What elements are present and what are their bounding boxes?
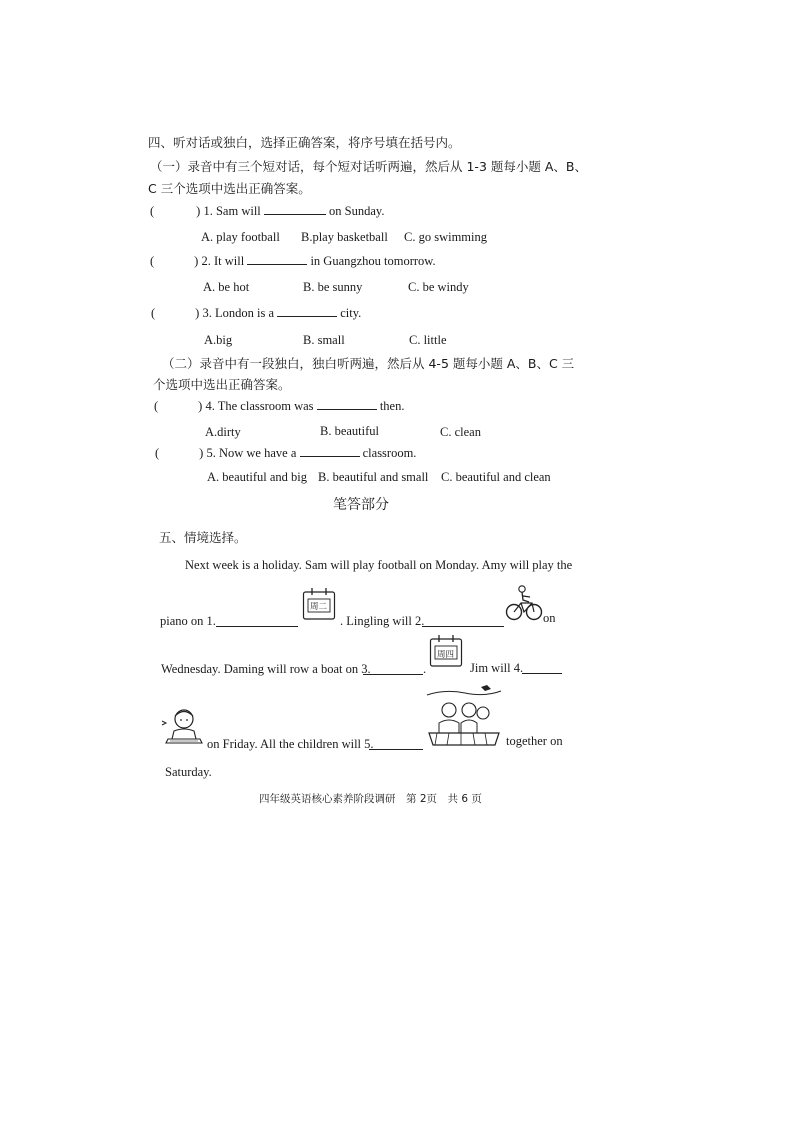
question-text-after: city. [340, 306, 362, 320]
question-text-after: classroom. [362, 446, 417, 460]
option-a: A. be hot [203, 280, 250, 294]
option-a: A. beautiful and big [207, 470, 307, 484]
section4-title: 四、听对话或独白，选择正确答案，将序号填在括号内。 [148, 135, 461, 150]
answer-bracket-close: ) [196, 204, 201, 218]
question-5 [155, 446, 416, 461]
passage-text: together on [506, 734, 563, 748]
option-b: B. small [303, 333, 345, 347]
option-c: C. be windy [408, 280, 469, 294]
answer-bracket-close: ) [198, 399, 203, 413]
answer-bracket-open[interactable]: ( [150, 204, 155, 218]
passage-text: . Lingling will 2. [340, 614, 425, 628]
answer-bracket-close: ) [194, 254, 199, 268]
blank-line[interactable] [317, 409, 377, 410]
written-part-heading: 笔答部分 [333, 497, 389, 513]
answer-bracket-open[interactable]: ( [154, 399, 159, 413]
question-2 [150, 254, 436, 269]
question-text-after: then. [379, 399, 405, 413]
question-text-after: on Sunday. [329, 204, 385, 218]
boy-reading-icon [160, 705, 206, 747]
option-a: A. play football [201, 230, 280, 244]
option-c: C. go swimming [404, 230, 487, 244]
option-c: C. little [409, 333, 447, 347]
section5-title: 五、情境选择。 [159, 530, 247, 545]
picnic-icon [425, 683, 503, 747]
blank-line[interactable] [247, 264, 307, 265]
passage-text: on Friday. All the children will 5. [207, 737, 374, 751]
bicycle-icon [505, 583, 543, 623]
answer-bracket-open[interactable]: ( [155, 446, 160, 460]
answer-bracket-close: ) [199, 446, 204, 460]
question-4 [154, 399, 404, 414]
passage-text: Jim will 4. [470, 661, 524, 675]
calendar-label-tuesday: 周二 [310, 602, 328, 612]
passage-line-1: Next week is a holiday. Sam will play football on Monday. Amy will play the [185, 558, 573, 572]
option-a: A.dirty [205, 425, 241, 439]
option-c: C. beautiful and clean [441, 470, 551, 484]
question-text: 4. The classroom was [205, 399, 314, 413]
blank-1[interactable] [216, 613, 298, 627]
calendar-label-thursday: 周四 [437, 650, 455, 660]
blank-2[interactable] [422, 613, 504, 627]
blank-4[interactable] [522, 660, 562, 674]
part1-instruction-line2: C 三个选项中选出正确答案。 [148, 181, 311, 196]
part2-instruction-line2: 个选项中选出正确答案。 [153, 377, 291, 392]
part2-instruction-line1: （二）录音中有一段独白，独白听两遍，然后从 4-5 题每小题 A、B、C 三 [162, 356, 575, 371]
option-b: B. be sunny [303, 280, 363, 294]
answer-bracket-close: ) [195, 306, 200, 320]
question-text: 3. London is a [202, 306, 274, 320]
option-a: A.big [204, 333, 233, 347]
option-b: B. beautiful [320, 424, 380, 438]
question-text-after: in Guangzhou tomorrow. [310, 254, 436, 268]
passage-text: Saturday. [165, 765, 212, 779]
part1-instruction-line1: （一）录音中有三个短对话，每个短对话听两遍，然后从 1-3 题每小题 A、B、 [150, 159, 587, 174]
passage-text: piano on 1. [160, 614, 216, 628]
blank-line[interactable] [277, 316, 337, 317]
answer-bracket-open[interactable]: ( [150, 254, 155, 268]
question-text: 2. It will [201, 254, 245, 268]
question-1 [150, 204, 384, 219]
passage-text: . [423, 662, 427, 676]
option-b: B. beautiful and small [318, 470, 429, 484]
passage-text: on [543, 611, 556, 625]
blank-3[interactable] [363, 661, 423, 675]
option-c: C. clean [440, 425, 481, 439]
question-text: 1. Sam will [203, 204, 261, 218]
blank-line[interactable] [300, 456, 360, 457]
passage-text: Wednesday. Daming will row a boat on 3. [161, 662, 371, 676]
answer-bracket-open[interactable]: ( [151, 306, 156, 320]
option-b: B.play basketball [301, 230, 388, 244]
question-3 [151, 306, 361, 321]
blank-5[interactable] [369, 736, 423, 750]
question-text: 5. Now we have a [206, 446, 297, 460]
blank-line[interactable] [264, 214, 326, 215]
page-footer: 四年级英语核心素养阶段调研 第 2页 共 6 页 [259, 793, 482, 805]
